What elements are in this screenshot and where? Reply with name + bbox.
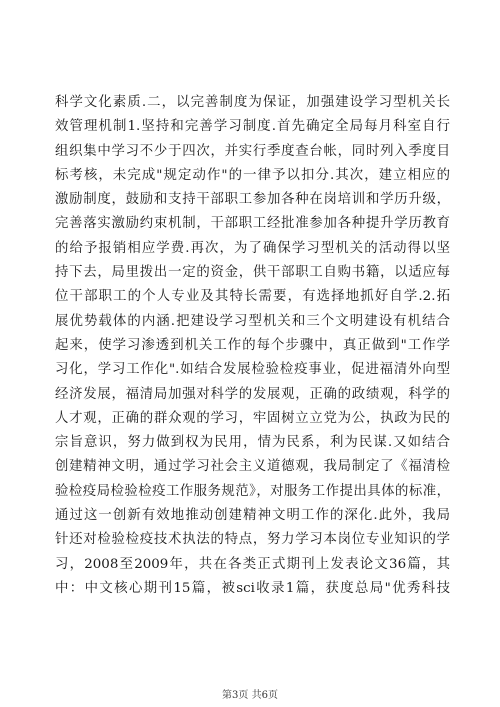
text-line: 习化，学习工作化".如结合发展检验检疫事业，促进福清外向型 <box>55 362 450 378</box>
text-line: 针还对检验检疫技术执法的特点，努力学习本岗位专业知识的学 <box>55 532 450 548</box>
text-line: 通过这一创新有效地推动创建精神文明工作的深化.此外，我局 <box>55 508 450 524</box>
text-line: 的给予报销相应学费.再次，为了确保学习型机关的活动得以坚 <box>55 240 450 256</box>
text-line: 起来，使学习渗透到机关工作的每个步骤中，真正做到"工作学 <box>55 337 450 353</box>
text-line: 验检疫局检验检疫工作服务规范》，对服务工作提出具体的标准， <box>55 483 450 499</box>
body-paragraph <box>55 91 450 601</box>
text-line: 习，2008至2009年，共在各类正式期刊上发表论文36篇，其 <box>55 556 450 572</box>
text-line: 持下去，局里拨出一定的资金，供干部职工自购书籍，以适应每 <box>55 265 450 281</box>
text-line: 人才观，正确的群众观的学习，牢固树立立党为公，执政为民的 <box>55 410 450 426</box>
text-line: 经济发展，福清局加强对科学的发展观，正确的政绩观，科学的 <box>55 386 450 402</box>
text-line: 中：中文核心期刊15篇，被sci收录1篇，获度总局"优秀科技 <box>55 580 450 596</box>
text-line: 效管理机制1.坚持和完善学习制度.首先确定全局每月科室自行 <box>55 119 450 135</box>
text-line: 宗旨意识，努力做到权为民用，情为民系，利为民谋.又如结合 <box>55 435 450 451</box>
text-line: 组织集中学习不少于四次，并实行季度查台帐，同时列入季度目 <box>55 143 450 159</box>
text-line: 展优势载体的内涵.把建设学习型机关和三个文明建设有机结合 <box>55 313 450 329</box>
text-line: 科学文化素质.二，以完善制度为保证，加强建设学习型机关长 <box>55 95 450 110</box>
text-line: 激励制度，鼓励和支持干部职工参加各种在岗培训和学历升级， <box>55 192 450 208</box>
text-line: 创建精神文明，通过学习社会主义道德观，我局制定了《福清检 <box>55 459 450 475</box>
text-line: 完善落实激励约束机制，干部职工经批准参加各种提升学历教育 <box>55 216 450 232</box>
text-line: 标考核，未完成"规定动作"的一律予以扣分.其次，建立相应的 <box>55 167 450 183</box>
text-line: 位干部职工的个人专业及其特长需要，有选择地抓好自学.2.拓 <box>55 289 450 305</box>
page-footer: 第3页 共6页 <box>222 690 278 701</box>
